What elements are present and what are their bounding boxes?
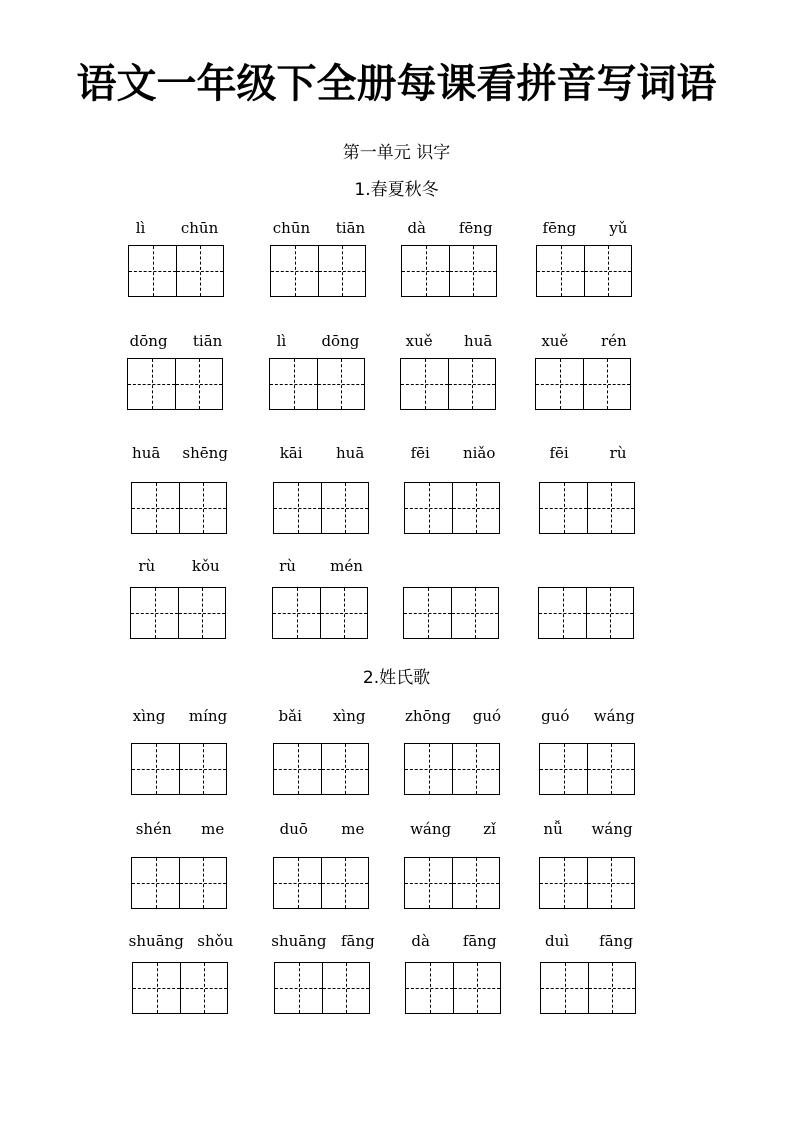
pinyin-syllable-1: zhōng (404, 707, 451, 725)
character-cell-1[interactable] (131, 588, 178, 638)
tianzige-writing-grid[interactable] (401, 245, 497, 297)
tianzige-writing-grid[interactable] (539, 482, 635, 534)
pinyin-label (263, 819, 381, 839)
pinyin-syllable-2: me (341, 820, 365, 838)
character-cell-1[interactable] (540, 483, 587, 533)
pinyin-syllable-1: dà (411, 932, 430, 950)
pinyin-syllable-2: mén (330, 557, 363, 575)
tianzige-writing-grid[interactable] (404, 482, 500, 534)
pinyin-syllable-2: guó (472, 707, 502, 725)
pinyin-label (263, 706, 381, 726)
tianzige-writing-grid[interactable] (131, 857, 227, 909)
character-cell-2[interactable] (175, 359, 222, 409)
tianzige-writing-grid[interactable] (269, 358, 365, 410)
pinyin-syllable-2: kǒu (191, 557, 220, 575)
pinyin-syllable-1: xuě (405, 332, 433, 350)
pinyin-syllable-2: fāng (340, 932, 375, 950)
character-cell-2[interactable] (587, 858, 634, 908)
tianzige-writing-grid[interactable] (130, 587, 226, 639)
character-cell-1[interactable] (132, 483, 179, 533)
character-cell-2[interactable] (452, 744, 499, 794)
tianzige-writing-grid[interactable] (131, 743, 227, 795)
character-cell-1[interactable] (273, 588, 320, 638)
pinyin-label (525, 331, 643, 351)
tianzige-writing-grid[interactable] (404, 743, 500, 795)
tianzige-writing-grid[interactable] (539, 857, 635, 909)
character-cell-2[interactable] (318, 246, 365, 296)
tianzige-writing-grid[interactable] (273, 743, 369, 795)
pinyin-syllable-2: fāng (599, 932, 633, 950)
pinyin-syllable-1: fēng (542, 219, 577, 237)
character-cell-1[interactable] (274, 483, 321, 533)
pinyin-syllable-2: fēng (458, 219, 493, 237)
tianzige-writing-grid[interactable] (273, 857, 369, 909)
pinyin-syllable-1: xìng (132, 707, 166, 725)
pinyin-syllable-1: rù (279, 557, 296, 575)
pinyin-label (118, 218, 236, 238)
character-cell-1[interactable] (405, 483, 452, 533)
pinyin-label (121, 706, 239, 726)
character-cell-2[interactable] (452, 483, 499, 533)
pinyin-syllable-1: fēi (410, 444, 430, 462)
character-cell-2[interactable] (176, 246, 223, 296)
character-cell-1[interactable] (541, 963, 588, 1013)
character-cell-2[interactable] (322, 963, 369, 1013)
pinyin-label (121, 819, 239, 839)
pinyin-syllable-2: me (201, 820, 225, 838)
pinyin-syllable-1: dōng (129, 332, 168, 350)
tianzige-writing-grid[interactable] (538, 587, 634, 639)
tianzige-writing-grid[interactable] (127, 358, 223, 410)
character-cell-2[interactable] (453, 963, 500, 1013)
character-cell-2[interactable] (451, 588, 498, 638)
pinyin-syllable-2: huā (464, 332, 493, 350)
pinyin-label (529, 706, 647, 726)
character-cell-1[interactable] (536, 359, 583, 409)
tianzige-writing-grid[interactable] (403, 587, 499, 639)
pinyin-syllable-2: dōng (321, 332, 360, 350)
character-cell-1[interactable] (129, 246, 176, 296)
pinyin-syllable-1: shén (135, 820, 172, 838)
character-cell-2[interactable] (179, 858, 226, 908)
pinyin-label (526, 218, 644, 238)
pinyin-syllable-1: kāi (279, 444, 303, 462)
character-cell-1[interactable] (404, 588, 451, 638)
tianzige-writing-grid[interactable] (272, 587, 368, 639)
character-cell-1[interactable] (406, 963, 453, 1013)
character-cell-2[interactable] (587, 483, 634, 533)
pinyin-syllable-2: shēng (182, 444, 228, 462)
pinyin-syllable-2: tiān (192, 332, 223, 350)
pinyin-label (393, 556, 511, 576)
pinyin-syllable-1: wáng (410, 820, 452, 838)
pinyin-syllable-2: zǐ (483, 820, 496, 838)
tianzige-writing-grid[interactable] (404, 857, 500, 909)
character-cell-1[interactable] (401, 359, 448, 409)
pinyin-label (262, 556, 380, 576)
pinyin-syllable-2: yǔ (609, 219, 628, 237)
tianzige-writing-grid[interactable] (128, 245, 224, 297)
character-cell-2[interactable] (321, 744, 368, 794)
pinyin-syllable-1: lì (135, 219, 146, 237)
pinyin-label (263, 443, 381, 463)
pinyin-syllable-2: míng (188, 707, 228, 725)
pinyin-syllable-1: bǎi (278, 707, 302, 725)
character-cell-2[interactable] (586, 588, 633, 638)
tianzige-writing-grid[interactable] (539, 743, 635, 795)
character-cell-1[interactable] (539, 588, 586, 638)
character-cell-1[interactable] (271, 246, 318, 296)
pinyin-syllable-1: huā (132, 444, 161, 462)
pinyin-syllable-1: rù (138, 557, 156, 575)
pinyin-syllable-1: guó (541, 707, 570, 725)
character-cell-2[interactable] (179, 483, 226, 533)
pinyin-label (390, 331, 508, 351)
pinyin-label (121, 443, 239, 463)
character-cell-1[interactable] (133, 963, 180, 1013)
tianzige-writing-grid[interactable] (131, 482, 227, 534)
character-cell-2[interactable] (583, 359, 630, 409)
pinyin-syllable-1: duō (279, 820, 308, 838)
lesson-heading-1: 1.春夏秋冬 (354, 180, 439, 200)
pinyin-label (394, 706, 512, 726)
pinyin-syllable-2: rén (600, 332, 627, 350)
character-cell-2[interactable] (178, 588, 225, 638)
pinyin-label (391, 218, 509, 238)
pinyin-syllable-2: niǎo (462, 444, 496, 462)
pinyin-label (259, 331, 377, 351)
character-cell-1[interactable] (402, 246, 449, 296)
character-cell-1[interactable] (275, 963, 322, 1013)
lesson-heading-2: 2.姓氏歌 (362, 668, 431, 688)
pinyin-syllable-2: wáng (591, 820, 633, 838)
pinyin-syllable-1: nǚ (543, 820, 563, 838)
pinyin-label (122, 931, 240, 951)
unit-heading: 第一单元 识字 (342, 143, 451, 163)
tianzige-writing-grid[interactable] (540, 962, 636, 1014)
character-cell-1[interactable] (274, 744, 321, 794)
character-cell-2[interactable] (321, 858, 368, 908)
pinyin-syllable-1: xuě (541, 332, 569, 350)
character-cell-1[interactable] (540, 858, 587, 908)
pinyin-syllable-1: dà (407, 219, 426, 237)
pinyin-syllable-2: tiān (335, 219, 366, 237)
pinyin-label (529, 443, 647, 463)
character-cell-1[interactable] (405, 858, 452, 908)
pinyin-label (264, 931, 382, 951)
pinyin-syllable-1: duì (545, 932, 570, 950)
pinyin-syllable-2: fāng (462, 932, 497, 950)
tianzige-writing-grid[interactable] (400, 358, 496, 410)
pinyin-label (395, 931, 513, 951)
pinyin-syllable-1: chūn (272, 219, 311, 237)
character-cell-2[interactable] (587, 744, 634, 794)
tianzige-writing-grid[interactable] (270, 245, 366, 297)
character-cell-2[interactable] (448, 359, 495, 409)
character-cell-2[interactable] (180, 963, 227, 1013)
character-cell-1[interactable] (270, 359, 317, 409)
character-cell-2[interactable] (320, 588, 367, 638)
character-cell-1[interactable] (540, 744, 587, 794)
character-cell-2[interactable] (179, 744, 226, 794)
character-cell-1[interactable] (132, 744, 179, 794)
character-cell-1[interactable] (405, 744, 452, 794)
pinyin-syllable-2: chūn (180, 219, 219, 237)
character-cell-1[interactable] (274, 858, 321, 908)
character-cell-1[interactable] (132, 858, 179, 908)
pinyin-label (120, 556, 238, 576)
pinyin-label (394, 819, 512, 839)
character-cell-2[interactable] (588, 963, 635, 1013)
tianzige-writing-grid[interactable] (536, 245, 632, 297)
character-cell-1[interactable] (128, 359, 175, 409)
pinyin-label (529, 819, 647, 839)
pinyin-syllable-1: shuāng (128, 932, 184, 950)
pinyin-label (394, 443, 512, 463)
character-cell-2[interactable] (321, 483, 368, 533)
pinyin-syllable-1: shuāng (271, 932, 327, 950)
pinyin-syllable-2: xìng (332, 707, 366, 725)
tianzige-writing-grid[interactable] (535, 358, 631, 410)
pinyin-syllable-2: huā (336, 444, 365, 462)
pinyin-syllable-1: fēi (549, 444, 569, 462)
pinyin-syllable-1: lì (276, 332, 287, 350)
character-cell-1[interactable] (537, 246, 584, 296)
character-cell-2[interactable] (452, 858, 499, 908)
character-cell-2[interactable] (317, 359, 364, 409)
tianzige-writing-grid[interactable] (132, 962, 228, 1014)
tianzige-writing-grid[interactable] (405, 962, 501, 1014)
page-title: 语文一年级下全册每课看拼音写词语 (76, 61, 717, 107)
pinyin-syllable-2: shǒu (197, 932, 234, 950)
character-cell-2[interactable] (449, 246, 496, 296)
pinyin-label (530, 931, 648, 951)
pinyin-syllable-2: wáng (593, 707, 635, 725)
character-cell-2[interactable] (584, 246, 631, 296)
pinyin-syllable-2: rù (609, 444, 627, 462)
pinyin-label (260, 218, 378, 238)
tianzige-writing-grid[interactable] (274, 962, 370, 1014)
pinyin-label (117, 331, 235, 351)
tianzige-writing-grid[interactable] (273, 482, 369, 534)
pinyin-label (528, 556, 646, 576)
